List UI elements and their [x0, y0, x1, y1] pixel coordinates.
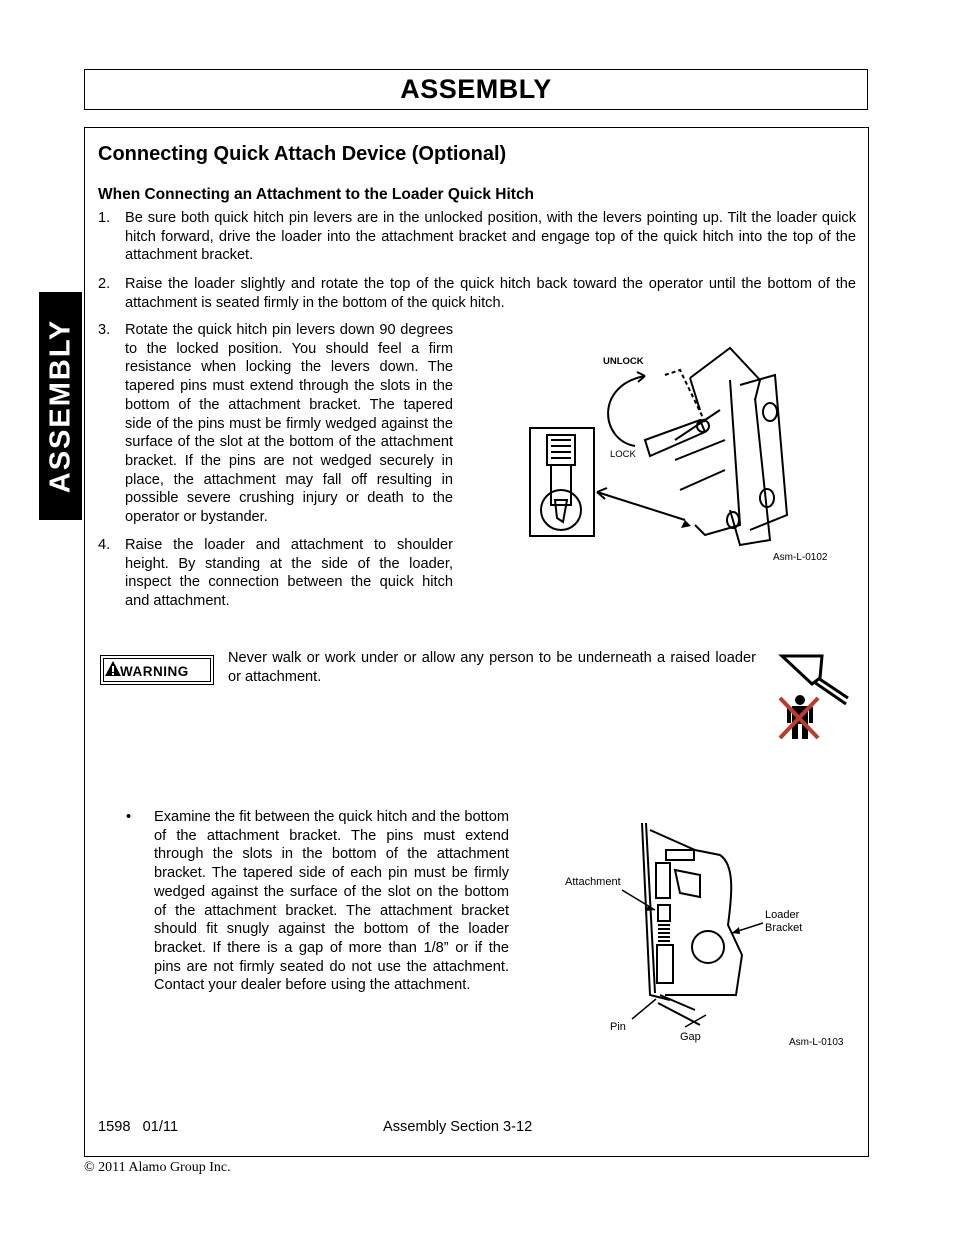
step-number: 1. [98, 210, 111, 226]
side-tab-label: ASSEMBLY [44, 318, 76, 494]
bracket-label: Bracket [765, 922, 803, 934]
warning-badge-label: WARNING [120, 664, 189, 679]
step-text: Be sure both quick hitch pin levers are in the unlocked position, with the levers pointing up. Tilt the loader quick hitch forward, drive the loader into the attachment bracket and engage top of the quick hitch into the top of the attachment bracket. [125, 210, 856, 264]
quick-hitch-lever-illustration [525, 340, 845, 570]
step-number: 2. [98, 276, 111, 292]
page-header-title: ASSEMBLY [400, 74, 552, 104]
step-text: Raise the loader and attachment to shoulder height. By standing at the side of the loader, inspect the connection between the quick hitch and attachment. [125, 537, 453, 610]
no-standing-under-load-icon [772, 650, 852, 740]
copyright-notice: © 2011 Alamo Group Inc. [84, 1160, 231, 1175]
footer-page-label: Assembly Section 3-12 [383, 1119, 533, 1135]
unlock-label: UNLOCK [603, 356, 644, 367]
bullet-symbol: • [126, 809, 132, 825]
section-subtitle: When Connecting an Attachment to the Loader Quick Hitch [98, 186, 535, 203]
step-text: Rotate the quick hitch pin levers down 90 degrees to the locked position. You should feel a firm resistance when locking the levers down. The tapered pins must extend through the slots in the bottom of the attachment bracket. The tapered side of the pins must be firmly wedged against the surface of the slot at the bottom of the attachment bracket. If the pins are not wedged securely in place, the attachment may fall off resulting in possible severe crushing injury or death to the operator or bystander. [125, 322, 453, 526]
bullet-text: Examine the fit between the quick hitch and the bottom of the attachment bracket. The pins must extend through the slots in the bottom of the attachment bracket. The tapered side of each pin must be firmly wedged against the surface of the slot on the bottom of the attachment bracket. The attachment bracket should fit snugly against the bottom of the loader bracket. If there is a gap of more than 1/8” or if the pins are not firmly seated do not use the attachment. Contact your dealer before using the attachment. [154, 809, 509, 994]
step-text: Raise the loader slightly and rotate the top of the quick hitch back toward the operator until the bottom of the attachment is seated firmly in the bottom of the quick hitch. [125, 276, 856, 311]
attachment-label: Attachment [565, 876, 621, 888]
footer-doc-number: 1598 01/11 [98, 1119, 179, 1135]
loader-label: Loader [765, 909, 800, 921]
side-tab-label-wrap [39, 292, 82, 520]
step-number: 3. [98, 322, 111, 338]
warning-text: Never walk or work under or allow any person to be underneath a raised loader or attachment. [228, 650, 756, 685]
pin-label: Pin [610, 1021, 626, 1033]
section-title: Connecting Quick Attach Device (Optional) [98, 143, 507, 165]
step-number: 4. [98, 537, 111, 553]
figure-code: Asm-L-0103 [789, 1037, 844, 1048]
lock-label: LOCK [610, 449, 636, 460]
inset-detail-box [530, 428, 594, 536]
figure-code: Asm-L-0102 [773, 552, 828, 563]
attachment-bracket-illustration [560, 815, 855, 1050]
gap-label: Gap [680, 1031, 701, 1043]
